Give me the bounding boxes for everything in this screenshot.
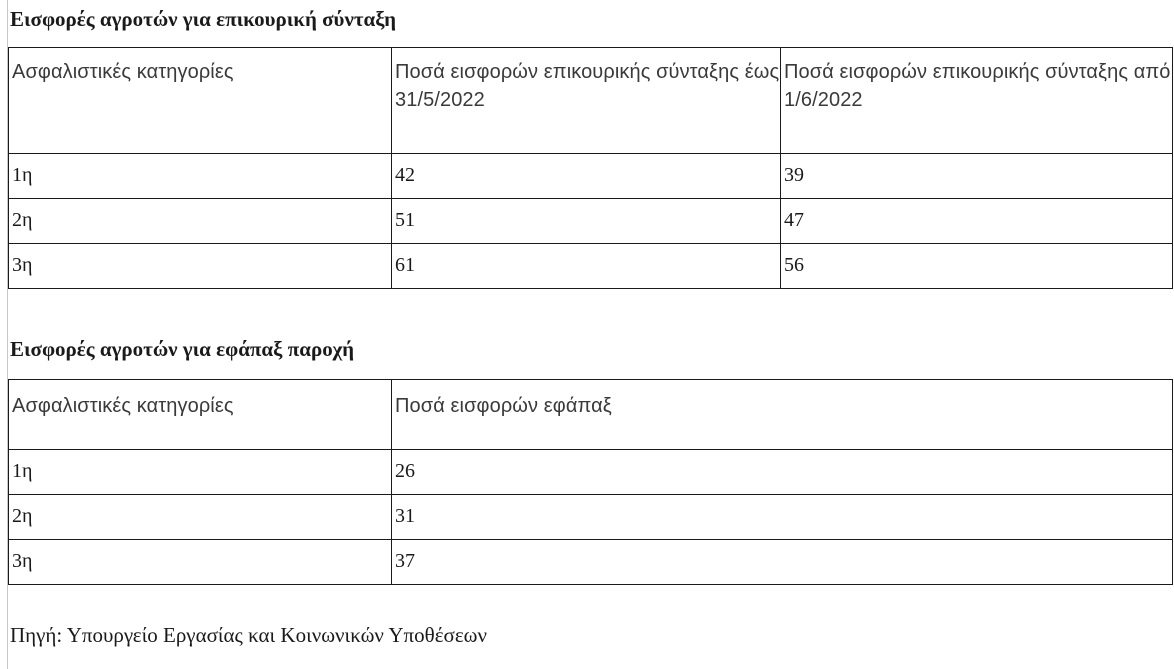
- section-title-supplementary-pension: Εισφορές αγροτών για επικουρική σύνταξη: [10, 7, 397, 31]
- category-cell: 1η: [9, 154, 392, 199]
- table-header-row: [9, 48, 1173, 154]
- column-header-amount-from-1-6-2022: Ποσά εισφορών επικουρικής σύνταξης από 1/6/2022: [781, 48, 1173, 154]
- table-row: [9, 154, 1173, 199]
- category-cell: 3η: [9, 540, 392, 585]
- table-header-row: [9, 380, 1173, 450]
- amount-cell: 37: [392, 540, 1173, 585]
- table-row: [9, 495, 1173, 540]
- amount-cell: 26: [392, 450, 1173, 495]
- table-row: [9, 244, 1173, 289]
- table-row: [9, 540, 1173, 585]
- amount-cell: 42: [392, 154, 781, 199]
- amount-cell: 47: [781, 199, 1173, 244]
- source-note: Πηγή: Υπουργείο Εργασίας και Κοινωνικών Υποθέσεων: [10, 623, 487, 647]
- amount-cell: 56: [781, 244, 1173, 289]
- category-cell: 1η: [9, 450, 392, 495]
- column-header-lump-sum-amount: Ποσά εισφορών εφάπαξ: [392, 380, 1173, 450]
- column-header-category: Ασφαλιστικές κατηγορίες: [9, 48, 392, 154]
- amount-cell: 39: [781, 154, 1173, 199]
- amount-cell: 51: [392, 199, 781, 244]
- amount-cell: 31: [392, 495, 1173, 540]
- supplementary-pension-table: [8, 47, 1173, 289]
- column-header-category: Ασφαλιστικές κατηγορίες: [9, 380, 392, 450]
- table-row: [9, 450, 1173, 495]
- section-title-lump-sum: Εισφορές αγροτών για εφάπαξ παροχή: [10, 337, 355, 361]
- amount-cell: 61: [392, 244, 781, 289]
- table-row: [9, 199, 1173, 244]
- lump-sum-table: [8, 379, 1173, 585]
- category-cell: 2η: [9, 199, 392, 244]
- category-cell: 3η: [9, 244, 392, 289]
- column-header-amount-until-31-5-2022: Ποσά εισφορών επικουρικής σύνταξης έως 31/5/2022: [392, 48, 781, 154]
- category-cell: 2η: [9, 495, 392, 540]
